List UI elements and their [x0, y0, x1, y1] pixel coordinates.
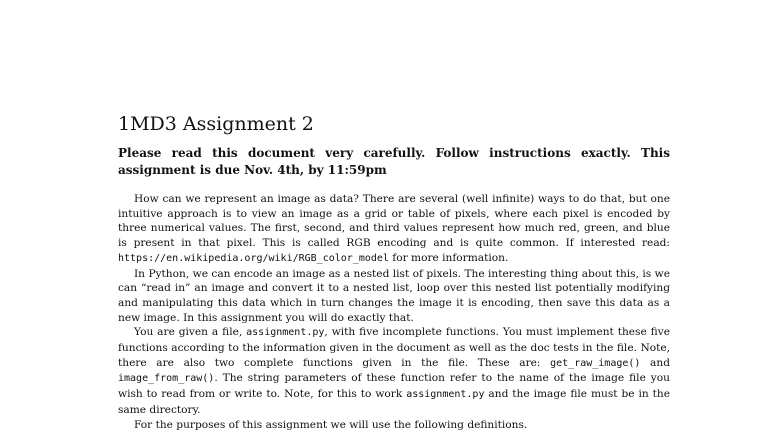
document-body	[118, 192, 670, 432]
filename-code: assignment.py	[246, 327, 325, 339]
document-page	[118, 0, 670, 441]
paragraph-text: and	[640, 356, 670, 369]
filename-code: assignment.py	[406, 389, 485, 401]
paragraph-text: , with five incomplete functions. You must implement these five functions according to the information given in the document as well as the doc tests in the file. Note, there are also two complete functions given in the file. These are:	[118, 326, 670, 369]
due-date-notice: Please read this document very carefully. Follow instructions exactly. This assignment is due Nov. 4th, by 11:59pm	[118, 146, 670, 177]
page-title: 1MD3 Assignment 2	[118, 113, 314, 135]
paragraph-text: How can we represent an image as data? There are several (well infinite) ways to do that, but one intuitive approach is to view an image as a grid or table of pixels, where each pixel is encoded by three numerical values. The first, second, and third values represent how much red, green, and blue is present in that pixel. This is called RGB encoding and is quite common. If interested read:	[118, 193, 670, 250]
paragraph-text: You are given a file,	[134, 326, 247, 339]
paragraph-text: For the purposes of this assignment we will use the following definitions.	[134, 418, 528, 431]
paragraph-nested-list	[118, 267, 670, 326]
function-name-code: image_from_raw()	[118, 373, 215, 385]
function-name-code: get_raw_image()	[550, 357, 641, 369]
paragraph-text-tail: for more information.	[388, 251, 509, 264]
paragraph-rgb-intro	[118, 192, 670, 267]
paragraph-definitions	[118, 418, 670, 433]
paragraph-text: and the image file must be in the same directory.	[118, 388, 671, 416]
wikipedia-link[interactable]: https://en.wikipedia.org/wiki/RGB_color_model	[118, 252, 389, 264]
paragraph-assignment-file	[118, 325, 670, 417]
paragraph-text: . The string parameters of these function refer to the name of the image file you wish to read from or write to. Note, for this to work	[118, 372, 670, 401]
paragraph-text: In Python, we can encode an image as a nested list of pixels. The interesting thing about this, is we can “read in” an image and convert it to a nested list, loop over this nested list potentially modifying and manipulating this data which in turn changes the image it is encoding, then save this data as a new image. In this assignment you will do exactly that.	[118, 267, 670, 324]
